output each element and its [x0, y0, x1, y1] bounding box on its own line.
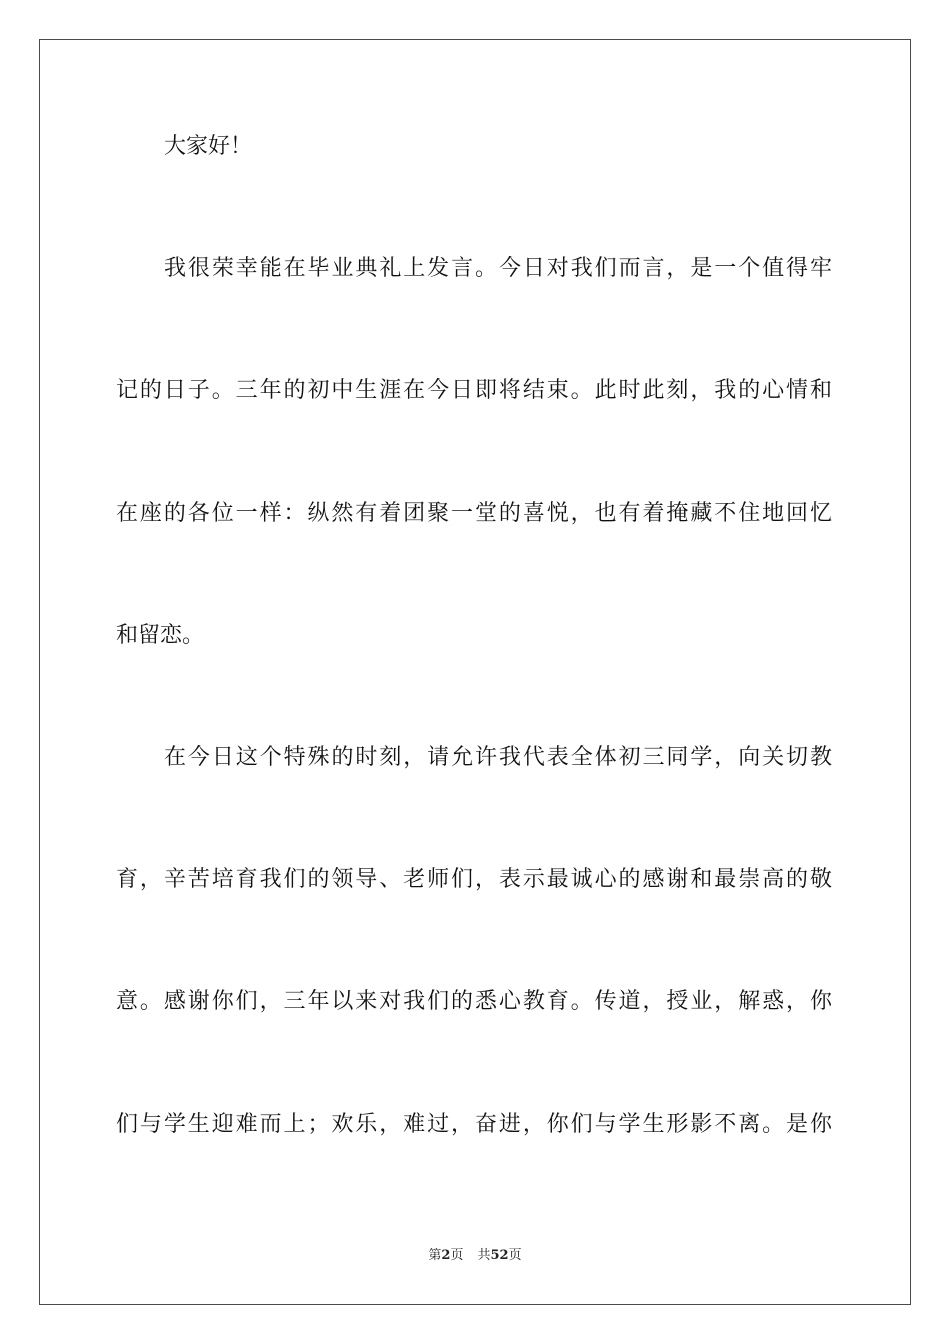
total-prefix: 共 — [477, 1248, 491, 1263]
paragraph-line: 意。感谢你们，三年以来对我们的悉心教育。传道，授业，解惑，你 — [116, 989, 832, 1015]
paragraph-line: 育，辛苦培育我们的领导、老师们，表示最诚心的感谢和最崇高的敬 — [116, 867, 832, 893]
document-body — [116, 126, 832, 1226]
paragraph-line: 我很荣幸能在毕业典礼上发言。今日对我们而言，是一个值得牢 — [164, 256, 832, 282]
page-suffix: 页 — [450, 1248, 464, 1263]
paragraph-line: 和留恋。 — [116, 622, 205, 648]
total-pages: 52 — [490, 1248, 509, 1263]
total-suffix: 页 — [508, 1248, 522, 1263]
paragraph-line: 在座的各位一样：纵然有着团聚一堂的喜悦，也有着掩藏不住地回忆 — [116, 500, 832, 526]
paragraph-line: 在今日这个特殊的时刻，请允许我代表全体初三同学，向关切教 — [164, 744, 832, 770]
greeting-line: 大家好！ — [164, 134, 253, 159]
page-prefix: 第 — [428, 1248, 442, 1263]
paragraph-line: 记的日子。三年的初中生涯在今日即将结束。此时此刻，我的心情和 — [116, 378, 832, 404]
page-footer — [0, 1247, 950, 1265]
page-number: 2 — [441, 1248, 451, 1263]
paragraph-line: 们与学生迎难而上；欢乐，难过，奋进，你们与学生形影不离。是你 — [116, 1111, 832, 1137]
